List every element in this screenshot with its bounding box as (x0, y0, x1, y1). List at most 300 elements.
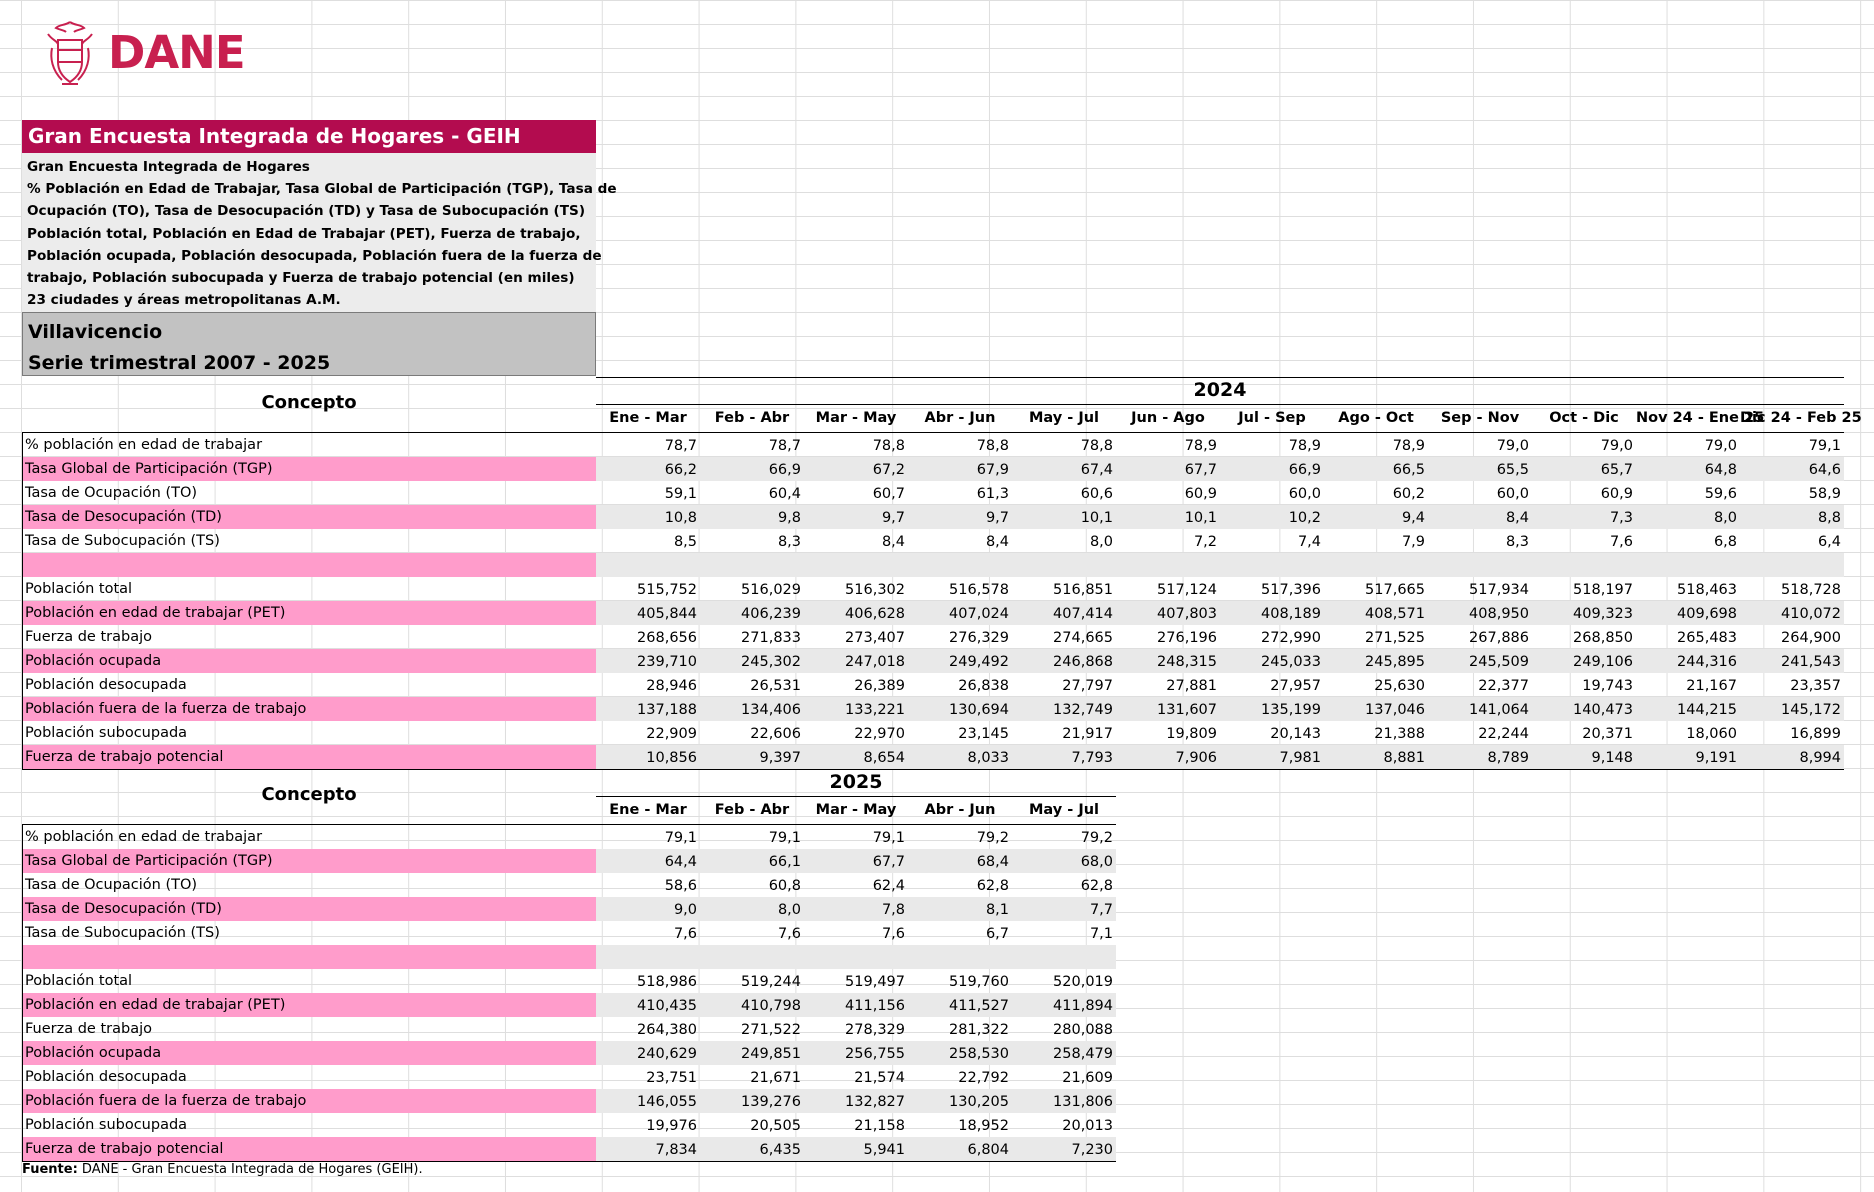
table-cell: 271,833 (741, 630, 801, 646)
table-cell: 79,0 (1704, 438, 1737, 454)
column-header: Abr - Jun (924, 802, 996, 818)
year-rule (596, 796, 1116, 797)
report-description (22, 153, 617, 312)
table-cell: 247,018 (845, 654, 905, 670)
table-cell: 10,2 (1288, 510, 1321, 526)
row-cells (596, 457, 1844, 481)
table-cell: 133,221 (845, 702, 905, 718)
table-cell (1428, 553, 1532, 577)
column-header: Ene - Mar (609, 410, 687, 426)
table-cell: 408,950 (1469, 606, 1529, 622)
row-label: Fuerza de trabajo (25, 1021, 152, 1037)
table-cell (908, 945, 1012, 969)
row-cells (596, 945, 1116, 969)
dane-logo (42, 18, 245, 92)
column-header: Mar - May (815, 410, 897, 426)
table-cell: 61,3 (976, 486, 1009, 502)
table-cell: 7,981 (1279, 750, 1321, 766)
table-row (22, 897, 1116, 921)
table-cell: 264,900 (1781, 630, 1841, 646)
table-cell: 7,834 (655, 1142, 697, 1158)
table-cell: 517,124 (1157, 582, 1217, 598)
row-label: Fuerza de trabajo potencial (22, 1137, 596, 1161)
row-label: Fuerza de trabajo potencial (22, 745, 596, 769)
table-cell: 79,1 (872, 830, 905, 846)
table-cell: 281,322 (949, 1022, 1009, 1038)
table-cell: 9,4 (1401, 510, 1425, 526)
table-cell: 16,899 (1790, 726, 1841, 742)
column-header: May - Jul (1028, 410, 1100, 426)
table-cell: 8,654 (863, 750, 905, 766)
table-cell: 7,793 (1071, 750, 1113, 766)
row-cells (596, 993, 1116, 1017)
table-cell: 519,244 (741, 974, 801, 990)
table-cell: 8,8 (1817, 510, 1841, 526)
row-label: Tasa de Subocupación (TS) (25, 925, 220, 941)
table-cell: 78,8 (872, 438, 905, 454)
table-cell: 60,7 (872, 486, 905, 502)
table-cell: 79,2 (1080, 830, 1113, 846)
table-row (22, 721, 1844, 745)
row-cells (596, 745, 1844, 769)
table-cell: 7,8 (881, 902, 905, 918)
table-cell: 280,088 (1053, 1022, 1113, 1038)
table-cell: 78,7 (768, 438, 801, 454)
table-cell: 5,941 (863, 1142, 905, 1158)
table-cell: 10,1 (1080, 510, 1113, 526)
table-cell: 140,473 (1573, 702, 1633, 718)
table-row (22, 529, 1844, 553)
table-cell: 516,851 (1053, 582, 1113, 598)
city-box (22, 312, 596, 376)
table-cell: 264,380 (637, 1022, 697, 1038)
table-cell: 60,0 (1496, 486, 1529, 502)
table-cell: 278,329 (845, 1022, 905, 1038)
row-cells (596, 825, 1116, 849)
table-cell (908, 553, 1012, 577)
table-cell: 265,483 (1677, 630, 1737, 646)
table-cell: 8,4 (881, 534, 905, 550)
table-cell: 10,856 (646, 750, 697, 766)
table-cell: 407,803 (1157, 606, 1217, 622)
table-cell (1220, 553, 1324, 577)
table-cell: 65,5 (1496, 462, 1529, 478)
table-cell: 239,710 (637, 654, 697, 670)
table-cell: 144,215 (1677, 702, 1737, 718)
table-cell: 408,571 (1365, 606, 1425, 622)
table-cell: 411,156 (845, 998, 905, 1014)
year-rule (596, 404, 1844, 405)
table-cell: 141,064 (1469, 702, 1529, 718)
table-cell: 249,106 (1573, 654, 1633, 670)
table-cell: 407,414 (1053, 606, 1113, 622)
row-label: Población fuera de la fuerza de trabajo (22, 697, 596, 721)
table-cell: 21,671 (750, 1070, 801, 1086)
table-bottom-rule (22, 769, 1844, 770)
table-row (22, 945, 1116, 969)
table-cell: 62,8 (976, 878, 1009, 894)
table-cell: 21,574 (854, 1070, 905, 1086)
table-row (22, 433, 1844, 457)
series-range: Serie trimestral 2007 - 2025 (28, 352, 331, 374)
table-cell: 22,792 (958, 1070, 1009, 1086)
table-cell: 268,656 (637, 630, 697, 646)
table-cell (700, 553, 804, 577)
table-row (22, 457, 1844, 481)
row-label: Tasa de Desocupación (TD) (22, 505, 596, 529)
year-header: 2024 (1193, 379, 1247, 401)
table-row (22, 921, 1116, 945)
table-row (22, 649, 1844, 673)
row-label: Población desocupada (25, 1069, 187, 1085)
row-label: Tasa Global de Participación (TGP) (22, 457, 596, 481)
table-cell: 21,388 (1374, 726, 1425, 742)
table-cell: 518,986 (637, 974, 697, 990)
table-cell: 411,894 (1053, 998, 1113, 1014)
table-cell: 409,698 (1677, 606, 1737, 622)
table-cell: 245,509 (1469, 654, 1529, 670)
table-cell: 60,8 (768, 878, 801, 894)
table-cell: 78,9 (1288, 438, 1321, 454)
table-cell: 23,357 (1790, 678, 1841, 694)
table-cell: 7,3 (1609, 510, 1633, 526)
table-cell: 516,302 (845, 582, 905, 598)
table-cell: 405,844 (637, 606, 697, 622)
table-cell: 7,6 (673, 926, 697, 942)
table-cell: 6,7 (985, 926, 1009, 942)
table-cell: 21,917 (1062, 726, 1113, 742)
row-cells (596, 625, 1844, 649)
table-cell: 10,8 (664, 510, 697, 526)
table-cell: 66,9 (1288, 462, 1321, 478)
table-cell: 79,1 (664, 830, 697, 846)
description-line: trabajo, Población subocupada y Fuerza de trabajo potencial (en miles) (27, 270, 575, 287)
table-cell: 249,492 (949, 654, 1009, 670)
table-row (22, 873, 1116, 897)
table-cell: 7,9 (1401, 534, 1425, 550)
table-row (22, 697, 1844, 721)
table-cell: 274,665 (1053, 630, 1113, 646)
row-label: Población en edad de trabajar (PET) (22, 601, 596, 625)
row-cells (596, 1065, 1116, 1089)
table-cell: 21,167 (1686, 678, 1737, 694)
row-cells (596, 529, 1844, 553)
source-text: DANE - Gran Encuesta Integrada de Hogares (GEIH). (77, 1162, 423, 1177)
table-left-border (22, 433, 23, 769)
table-cell (1532, 553, 1636, 577)
table-cell: 519,760 (949, 974, 1009, 990)
table-cell: 516,029 (741, 582, 801, 598)
column-header: May - Jul (1028, 802, 1100, 818)
table-cell: 78,7 (664, 438, 697, 454)
table-cell: 8,033 (967, 750, 1009, 766)
table-cell: 79,0 (1496, 438, 1529, 454)
table-cell: 60,6 (1080, 486, 1113, 502)
table-cell: 137,046 (1365, 702, 1425, 718)
row-label: Población subocupada (25, 1117, 188, 1133)
table-cell: 22,970 (854, 726, 905, 742)
table-cell: 6,435 (759, 1142, 801, 1158)
table-cell: 78,8 (976, 438, 1009, 454)
table-cell: 411,527 (949, 998, 1009, 1014)
column-header: Jul - Sep (1238, 410, 1306, 426)
table-cell: 256,755 (845, 1046, 905, 1062)
table-cell: 7,7 (1089, 902, 1113, 918)
table-cell: 131,607 (1157, 702, 1217, 718)
row-label (22, 553, 596, 577)
table-cell: 241,543 (1781, 654, 1841, 670)
row-cells (596, 697, 1844, 721)
table-cell (1012, 945, 1116, 969)
column-header: Oct - Dic (1549, 410, 1619, 426)
column-header: Dic 24 - Feb 25 (1740, 410, 1862, 426)
table-cell: 130,694 (949, 702, 1009, 718)
table-cell: 60,4 (768, 486, 801, 502)
table-cell: 64,8 (1704, 462, 1737, 478)
table-cell: 271,522 (741, 1022, 801, 1038)
row-label: Población ocupada (22, 649, 596, 673)
table-cell: 28,946 (646, 678, 697, 694)
table-cell: 7,906 (1175, 750, 1217, 766)
table-cell: 60,9 (1600, 486, 1633, 502)
row-label: % población en edad de trabajar (25, 437, 263, 453)
table-cell: 248,315 (1157, 654, 1217, 670)
table-cell: 137,188 (637, 702, 697, 718)
table-cell (1116, 553, 1220, 577)
table-row (22, 553, 1844, 577)
table-cell: 9,7 (985, 510, 1009, 526)
table-cell: 8,789 (1487, 750, 1529, 766)
row-cells (596, 601, 1844, 625)
table-cell: 410,072 (1781, 606, 1841, 622)
table-cell (700, 945, 804, 969)
table-cell: 407,024 (949, 606, 1009, 622)
table-cell: 79,0 (1600, 438, 1633, 454)
table-cell: 23,751 (646, 1070, 697, 1086)
table-cell: 60,0 (1288, 486, 1321, 502)
table-cell: 7,2 (1193, 534, 1217, 550)
table-row (22, 1017, 1116, 1041)
table-cell: 9,0 (673, 902, 697, 918)
table-cell: 9,7 (881, 510, 905, 526)
column-header: Feb - Abr (714, 802, 790, 818)
table-cell (804, 553, 908, 577)
row-label (22, 945, 596, 969)
table-cell: 132,749 (1053, 702, 1113, 718)
table-cell (596, 553, 700, 577)
table-cell: 8,881 (1383, 750, 1425, 766)
table-cell: 134,406 (741, 702, 801, 718)
table-cell: 515,752 (637, 582, 697, 598)
table-cell: 58,6 (664, 878, 697, 894)
table-row (22, 1137, 1116, 1161)
row-label: Población total (25, 973, 133, 989)
table-cell: 409,323 (1573, 606, 1633, 622)
source-label: Fuente: (22, 1162, 78, 1177)
table-cell: 7,4 (1297, 534, 1321, 550)
table-cell: 276,196 (1157, 630, 1217, 646)
table-cell: 240,629 (637, 1046, 697, 1062)
table-cell: 245,033 (1261, 654, 1321, 670)
table-cell: 27,881 (1166, 678, 1217, 694)
table-cell: 406,628 (845, 606, 905, 622)
table-cell: 131,806 (1053, 1094, 1113, 1110)
column-header: Abr - Jun (924, 410, 996, 426)
row-cells (596, 1041, 1116, 1065)
table-cell: 518,463 (1677, 582, 1737, 598)
row-cells (596, 897, 1116, 921)
row-cells (596, 873, 1116, 897)
table-cell: 8,5 (673, 534, 697, 550)
row-label: Tasa de Desocupación (TD) (22, 897, 596, 921)
table-cell: 27,957 (1270, 678, 1321, 694)
row-cells (596, 505, 1844, 529)
table-cell: 244,316 (1677, 654, 1737, 670)
table-cell: 517,934 (1469, 582, 1529, 598)
table-cell: 6,804 (967, 1142, 1009, 1158)
table-cell: 8,0 (1713, 510, 1737, 526)
table-cell: 7,6 (777, 926, 801, 942)
table-cell: 59,6 (1704, 486, 1737, 502)
table-cell: 20,143 (1270, 726, 1321, 742)
table-cell: 26,531 (750, 678, 801, 694)
year-header: 2025 (829, 771, 883, 793)
table-cell: 7,230 (1071, 1142, 1113, 1158)
table-cell: 64,6 (1808, 462, 1841, 478)
table-cell: 406,239 (741, 606, 801, 622)
row-cells (596, 577, 1844, 601)
row-label: Tasa de Ocupación (TO) (25, 877, 198, 893)
table-row (22, 1089, 1116, 1113)
table-cell: 8,0 (1089, 534, 1113, 550)
row-label: Población fuera de la fuerza de trabajo (22, 1089, 596, 1113)
column-header: Nov 24 - Ene 25 (1636, 410, 1765, 426)
table-cell: 410,798 (741, 998, 801, 1014)
table-row (22, 673, 1844, 697)
table-row (22, 1041, 1116, 1065)
table-cell: 20,013 (1062, 1118, 1113, 1134)
column-header: Ago - Oct (1338, 410, 1414, 426)
column-header: Feb - Abr (714, 410, 790, 426)
table-cell (1740, 553, 1844, 577)
table-cell: 6,8 (1713, 534, 1737, 550)
table-cell: 67,9 (976, 462, 1009, 478)
row-cells (596, 481, 1844, 505)
table-row (22, 745, 1844, 769)
table-cell: 8,1 (985, 902, 1009, 918)
table-cell (1324, 553, 1428, 577)
table-row (22, 825, 1116, 849)
colombia-coat-of-arms-icon (42, 18, 98, 88)
table-cell: 518,728 (1781, 582, 1841, 598)
table-cell: 8,994 (1799, 750, 1841, 766)
table-cell: 20,371 (1582, 726, 1633, 742)
table-cell: 21,609 (1062, 1070, 1113, 1086)
table-cell: 146,055 (637, 1094, 697, 1110)
table-row (22, 601, 1844, 625)
description-line: Gran Encuesta Integrada de Hogares (27, 159, 310, 175)
row-cells (596, 721, 1844, 745)
table-cell: 62,8 (1080, 878, 1113, 894)
table-cell: 68,0 (1080, 854, 1113, 870)
table-cell: 79,1 (768, 830, 801, 846)
table-cell: 7,6 (1609, 534, 1633, 550)
table-cell: 9,397 (759, 750, 801, 766)
column-header: Sep - Nov (1440, 410, 1520, 426)
table-cell: 9,191 (1695, 750, 1737, 766)
table-cell: 8,0 (777, 902, 801, 918)
row-cells (596, 921, 1116, 945)
table-cell: 7,6 (881, 926, 905, 942)
table-cell: 8,3 (777, 534, 801, 550)
table-row (22, 625, 1844, 649)
table-cell: 246,868 (1053, 654, 1113, 670)
table-cell: 23,145 (958, 726, 1009, 742)
table-cell: 78,9 (1184, 438, 1217, 454)
source-note (22, 1162, 423, 1177)
table-cell: 66,2 (664, 462, 697, 478)
concept-header: Concepto (261, 392, 357, 413)
table-cell: 19,976 (646, 1118, 697, 1134)
table-cell (1636, 553, 1740, 577)
table-cell: 60,9 (1184, 486, 1217, 502)
table-cell (596, 945, 700, 969)
table-row (22, 849, 1116, 873)
table-cell (1012, 553, 1116, 577)
table-cell: 18,952 (958, 1118, 1009, 1134)
row-cells (596, 969, 1116, 993)
table-cell: 272,990 (1261, 630, 1321, 646)
table-top-rule (596, 377, 1844, 378)
table-cell: 245,302 (741, 654, 801, 670)
description-line: % Población en Edad de Trabajar, Tasa Global de Participación (TGP), Tasa de (27, 181, 617, 198)
table-cell: 79,1 (1808, 438, 1841, 454)
table-cell: 9,148 (1591, 750, 1633, 766)
table-row (22, 577, 1844, 601)
table-cell: 8,4 (1505, 510, 1529, 526)
table-cell: 410,435 (637, 998, 697, 1014)
table-cell: 518,197 (1573, 582, 1633, 598)
table-cell: 21,158 (854, 1118, 905, 1134)
table-cell: 7,1 (1089, 926, 1113, 942)
row-label: % población en edad de trabajar (25, 829, 263, 845)
city-name: Villavicencio (28, 321, 163, 343)
table-cell: 66,5 (1392, 462, 1425, 478)
column-header: Mar - May (815, 802, 897, 818)
row-cells (596, 673, 1844, 697)
table-cell: 20,505 (750, 1118, 801, 1134)
description-line: Ocupación (TO), Tasa de Desocupación (TD) y Tasa de Subocupación (TS) (27, 203, 586, 220)
row-cells (596, 1017, 1116, 1041)
table-cell: 130,205 (949, 1094, 1009, 1110)
table-row (22, 969, 1116, 993)
description-line: 23 ciudades y áreas metropolitanas A.M. (27, 292, 341, 309)
description-line: Población ocupada, Población desocupada, Población fuera de la fuerza de (27, 247, 602, 264)
table-row (22, 505, 1844, 529)
report-title: Gran Encuesta Integrada de Hogares - GEIH (22, 120, 596, 153)
table-cell: 516,578 (949, 582, 1009, 598)
table-cell: 22,909 (646, 726, 697, 742)
description-line: Población total, Población en Edad de Trabajar (PET), Fuerza de trabajo, (27, 225, 581, 242)
row-cells (596, 849, 1116, 873)
table-cell: 67,2 (872, 462, 905, 478)
table-cell: 519,497 (845, 974, 905, 990)
table-cell: 258,479 (1053, 1046, 1113, 1062)
table-cell: 276,329 (949, 630, 1009, 646)
row-cells (596, 553, 1844, 577)
row-label: Población total (25, 581, 133, 597)
table-cell: 26,838 (958, 678, 1009, 694)
